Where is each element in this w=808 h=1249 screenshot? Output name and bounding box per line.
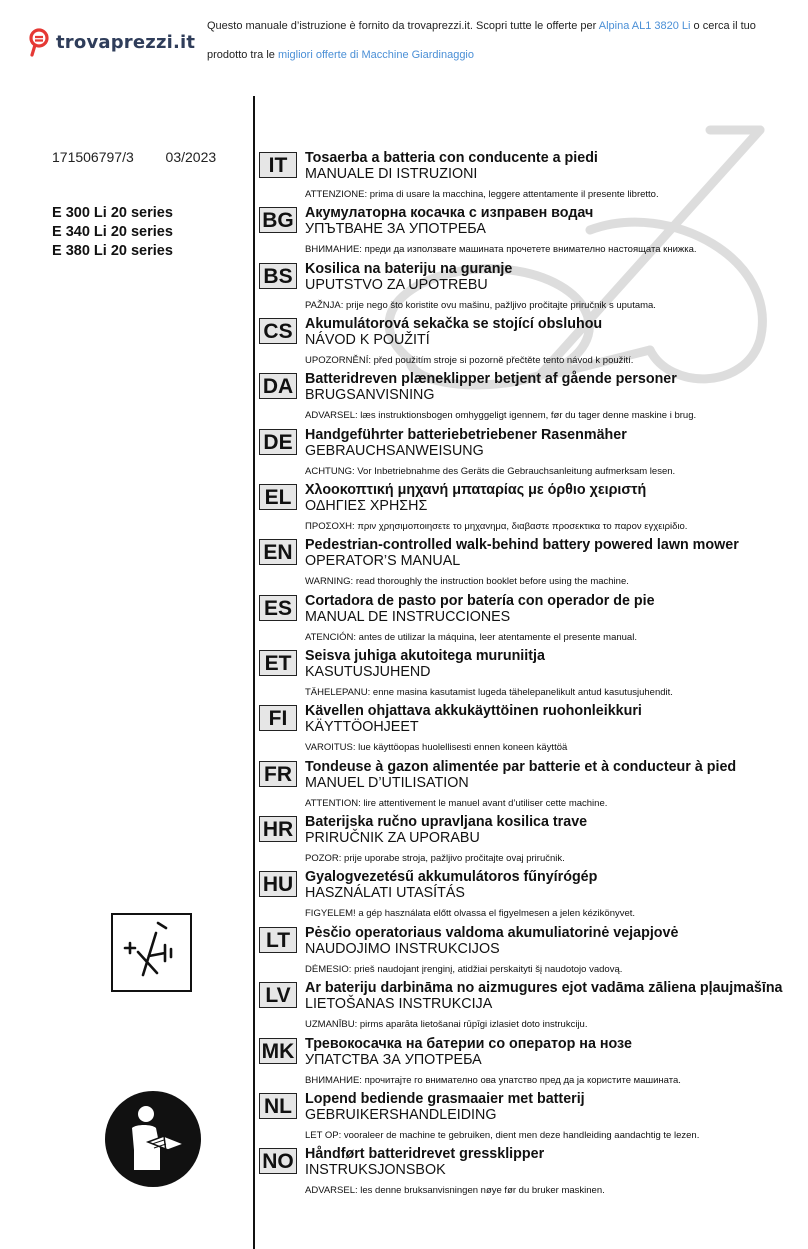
warning-text: UPOZORNĚNÍ: před použitím stroje si pozorně přečtěte tento návod k použití.	[305, 355, 634, 367]
product-title: Batteridreven plæneklipper betjent af gående personer	[305, 371, 677, 388]
logo-text: trovaprezzi.it	[56, 31, 196, 53]
warning-text: ΠΡΟΣΟΧΗ: πριν χρησιμοποιησετε το μηχανημα, διαβαστε προσεκτικα το παρον εγχειρiδιο.	[305, 521, 688, 533]
battery-symbol-box	[111, 913, 192, 992]
language-entry-cs	[259, 316, 799, 371]
model-name: E 300 Li 20 series	[52, 205, 173, 221]
warning-text: ВНИМАНИЕ: преди да използвате машината прочетете внимателно настоящата книжка.	[305, 244, 697, 256]
language-entry-et	[259, 648, 799, 703]
language-entry-fr	[259, 759, 799, 814]
product-title: Tondeuse à gazon alimentée par batterie et à conducteur à pied	[305, 758, 737, 775]
vertical-divider	[253, 96, 255, 1249]
language-code: NL	[259, 1093, 297, 1119]
notice-prefix: Questo manuale d’istruzione è fornito da trovaprezzi.it. Scopri tutte le offerte per	[207, 20, 599, 32]
trovaprezzi-logo[interactable]	[28, 27, 195, 57]
model-list	[52, 204, 173, 261]
language-entry-es	[259, 593, 799, 648]
warning-text: DĖMESIO: prieš naudojant įrenginį, atidžiai perskaityti šį naudotojo vadovą.	[305, 963, 623, 975]
warning-text: VAROITUS: lue käyttöopas huolellisesti ennen koneen käyttöä	[305, 742, 568, 754]
warning-text: ACHTUNG: Vor Inbetriebnahme des Geräts die Gebrauchsanleitung aufmerksam lesen.	[305, 465, 676, 477]
manual-title: УПАТСТВА ЗА УПОТРЕБА	[305, 1051, 482, 1068]
warning-text: FIGYELEM! a gép használata előtt olvassa el figyelmesen a jelen kézikönyvet.	[305, 908, 636, 920]
product-title: Baterijska ručno upravljana kosilica trave	[305, 814, 588, 831]
warning-text: POZOR: prije uporabe stroja, pažljivo pročitajte ovaj priručnik.	[305, 853, 565, 865]
manual-title: ΟΔΗΓΙΕΣ ΧΡΗΣΗΣ	[305, 498, 428, 515]
trovaprezzi-logo-icon	[28, 27, 52, 57]
warning-text: UZMANĪBU: pirms aparāta lietošanai rūpīgi izlasiet doto instrukciju.	[305, 1019, 588, 1031]
warning-text: ВНИМАНИЕ: прочитајте го внимателно ова упатство пред да ја користите машината.	[305, 1074, 681, 1086]
warning-text: ADVARSEL: les denne bruksanvisningen nøye før du bruker maskinen.	[305, 1185, 605, 1197]
product-title: Pėsčio operatoriaus valdoma akumuliatorinė vejapjovė	[305, 924, 679, 941]
notice-mid: o cerca il tuo prodotto tra le	[207, 20, 756, 61]
language-entry-hu	[259, 869, 799, 924]
model-name: E 340 Li 20 series	[52, 224, 173, 240]
language-entry-it	[259, 150, 799, 205]
document-date: 03/2023	[165, 149, 217, 165]
model-name: E 380 Li 20 series	[52, 243, 173, 259]
product-title: Χλοοκοπτική μηχανή μπαταρίας με όρθιο χειριστή	[305, 482, 647, 499]
manual-title: MANUALE DI ISTRUZIONI	[305, 166, 478, 182]
language-entry-bs	[259, 261, 799, 316]
manual-title: PRIRUČNIK ZA UPORABU	[305, 830, 480, 847]
manual-title: GEBRUIKERSHANDLEIDING	[305, 1106, 497, 1123]
manual-title: MANUAL DE INSTRUCCIONES	[305, 608, 511, 625]
product-title: Lopend bediende grasmaaier met batterij	[305, 1090, 585, 1107]
language-entry-nl	[259, 1091, 799, 1146]
product-title: Gyalogvezetésű akkumulátoros fűnyírógép	[305, 869, 598, 886]
warning-text: ATTENTION: lire attentivement le manuel avant d’utiliser cette machine.	[305, 797, 608, 809]
manual-title: NÁVOD K POUŽITÍ	[305, 332, 430, 349]
language-entry-lt	[259, 925, 799, 980]
warning-text: WARNING: read thoroughly the instruction booklet before using the machine.	[305, 576, 629, 588]
warning-text: ADVARSEL: læs instruktionsbogen omhyggeligt igennem, før du tager denne maskine i brug.	[305, 410, 697, 422]
product-title: Kävellen ohjattava akkukäyttöinen ruohonleikkuri	[305, 703, 642, 720]
product-title: Akumulátorová sekačka se stojící obsluhou	[305, 316, 603, 333]
battery-polarity-icon	[113, 915, 190, 990]
product-title: Kosilica na bateriju na guranje	[305, 260, 513, 277]
language-code: IT	[259, 152, 297, 178]
language-entry-bg	[259, 205, 799, 260]
language-code: HR	[259, 816, 297, 842]
product-title: Tosaerba a batteria con conducente a piedi	[305, 150, 598, 166]
language-code: HU	[259, 871, 297, 897]
product-title: Акумулаторна косачка с изправен водач	[305, 205, 594, 222]
offer-link-category[interactable]: migliori offerte di Macchine Giardinaggio	[277, 49, 474, 61]
manual-title: NAUDOJIMO INSTRUKCIJOS	[305, 940, 500, 957]
language-code: DE	[259, 429, 297, 455]
warning-text: ATENCIÓN: antes de utilizar la máquina, leer atentamente el presente manual.	[305, 631, 637, 643]
document-code: 171506797/3	[52, 149, 134, 165]
language-entry-fi	[259, 703, 799, 758]
language-code: LV	[259, 982, 297, 1008]
product-title: Håndført batteridrevet gressklipper	[305, 1146, 545, 1163]
top-banner	[0, 0, 808, 70]
language-entry-da	[259, 371, 799, 426]
product-title: Pedestrian-controlled walk-behind battery powered lawn mower	[305, 537, 739, 554]
manual-title: KASUTUSJUHEND	[305, 664, 431, 681]
manual-title: GEBRAUCHSANWEISUNG	[305, 442, 484, 459]
manual-title: HASZNÁLATI UTASÍTÁS	[305, 885, 465, 902]
notice-text	[207, 12, 759, 70]
manual-title: UPUTSTVO ZA UPOTREBU	[305, 276, 488, 293]
language-entry-de	[259, 427, 799, 482]
product-title: Тревокосачка на батерии со оператор на нозе	[305, 1035, 632, 1052]
manual-title: LIETOŠANAS INSTRUKCIJA	[305, 996, 493, 1013]
language-code: BS	[259, 263, 297, 289]
language-list	[259, 150, 799, 1202]
language-entry-no	[259, 1146, 799, 1201]
manual-title: KÄYTTÖOHJEET	[305, 719, 419, 736]
warning-text: ATTENZIONE: prima di usare la macchina, leggere attentamente il presente libretto.	[305, 189, 659, 200]
language-code: EN	[259, 539, 297, 565]
warning-text: LET OP: vooraleer de machine te gebruiken, dient men deze handleiding aandachtig te lezen.	[305, 1129, 700, 1141]
manual-title: MANUEL D’UTILISATION	[305, 774, 469, 791]
manual-title: BRUGSANVISNING	[305, 387, 435, 404]
language-code: EL	[259, 484, 297, 510]
language-entry-mk	[259, 1036, 799, 1091]
language-code: FI	[259, 705, 297, 731]
warning-text: TÄHELEPANU: enne masina kasutamist lugeda tähelepanelikult antud kasutusjuhendit.	[305, 687, 673, 699]
language-code: CS	[259, 318, 297, 344]
product-title: Handgeführter batteriebetriebener Rasenmäher	[305, 426, 627, 443]
language-code: ES	[259, 595, 297, 621]
language-code: ET	[259, 650, 297, 676]
offer-link-product[interactable]: Alpina AL1 3820 Li	[598, 20, 691, 32]
product-title: Ar bateriju darbināma no aizmugures ejot vadāma zāliena pļaujmašīna	[305, 980, 783, 997]
manual-title: УПЪТВАНЕ ЗА УПОТРЕБА	[305, 221, 486, 238]
product-title: Seisva juhiga akutoitega muruniitja	[305, 648, 545, 665]
language-code: FR	[259, 761, 297, 787]
language-entry-lv	[259, 980, 799, 1035]
language-code: LT	[259, 927, 297, 953]
document-reference	[52, 149, 216, 165]
warning-text: PAŽNJA: prije nego što koristite ovu mašinu, pažljivo pročitajte priručnik s uputama.	[305, 299, 656, 311]
manual-title: OPERATOR’S MANUAL	[305, 553, 461, 570]
language-code: DA	[259, 373, 297, 399]
product-title: Cortadora de pasto por batería con operador de pie	[305, 592, 655, 609]
read-manual-icon	[104, 1090, 202, 1188]
language-code: BG	[259, 207, 297, 233]
language-code: NO	[259, 1148, 297, 1174]
language-code: MK	[259, 1038, 297, 1064]
language-entry-hr	[259, 814, 799, 869]
manual-title: INSTRUKSJONSBOK	[305, 1162, 446, 1179]
language-entry-en	[259, 537, 799, 592]
language-entry-el	[259, 482, 799, 537]
